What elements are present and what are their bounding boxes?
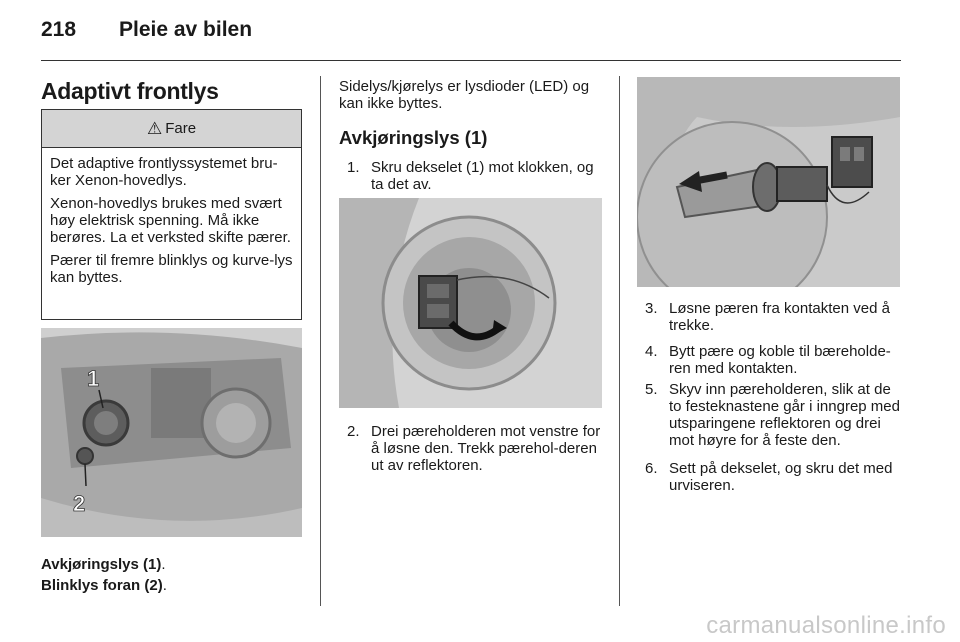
step-number: 1. <box>347 159 360 176</box>
step-number: 2. <box>347 423 360 440</box>
step-5 <box>645 381 901 449</box>
intro-paragraph: Sidelys/kjørelys er lysdioder (LED) og kan ikke byttes. <box>339 78 590 112</box>
step-4 <box>645 343 901 377</box>
caption-bold: Avkjøringslys (1) <box>41 556 162 573</box>
chapter-title: Pleie av bilen <box>119 18 253 41</box>
step-text: Bytt pære og koble til bæreholde-ren med kontakten. <box>669 343 891 377</box>
headlamp-overview-photo <box>41 328 302 537</box>
section-title: Adaptivt frontlys <box>41 78 219 104</box>
warning-header <box>42 110 301 148</box>
step-text: Sett på dekselet, og skru det med urviseren. <box>669 460 893 494</box>
subheading-low-beam: Avkjøringslys (1) <box>339 127 488 148</box>
step-number: 4. <box>645 343 658 360</box>
step-6 <box>645 460 901 494</box>
step-1 <box>347 159 604 193</box>
caption-turn-signal: Blinklys foran (2). <box>41 577 167 594</box>
caption-low-beam: Avkjøringslys (1). <box>41 556 166 573</box>
warning-paragraph: Det adaptive frontlyssystemet bru-ker Xenon-hovedlys. <box>50 155 278 189</box>
warning-body <box>42 148 301 286</box>
header-rule <box>41 60 901 61</box>
step-text: Løsne pæren fra kontakten ved å trekke. <box>669 300 890 334</box>
cover-removal-photo <box>339 198 602 408</box>
warning-paragraph: Pærer til fremre blinklys og kurve-lys kan byttes. <box>50 252 293 286</box>
warning-paragraph: Xenon-hovedlys brukes med svært høy elektrisk spenning. Må ikke berøres. La et verksted skifte pærer. <box>50 195 291 246</box>
page-header <box>41 18 901 48</box>
caption-bold: Blinklys foran (2) <box>41 577 163 594</box>
column-divider-right <box>619 76 620 606</box>
watermark: carmanualsonline.info <box>706 612 946 639</box>
page-number: 218 <box>41 18 77 41</box>
column-divider-left <box>320 76 321 606</box>
bulb-holder-photo <box>637 77 900 287</box>
step-2 <box>347 423 604 474</box>
warning-triangle-icon: ⚠ <box>146 118 163 138</box>
step-number: 6. <box>645 460 658 477</box>
step-text: Skyv inn pæreholderen, slik at de to festeknastene går i inngrep med utsparingene reflektoren og drei mot høyre for å feste den. <box>669 381 900 449</box>
step-text: Drei pæreholderen mot venstre for å løsne den. Trekk pærehol-deren ut av reflektoren. <box>371 423 601 474</box>
step-number: 3. <box>645 300 658 317</box>
danger-warning-box <box>41 109 302 320</box>
figure-label-2: 2 <box>73 491 86 516</box>
figure-label-1: 1 <box>87 366 100 391</box>
warning-heading: Fare <box>165 120 197 137</box>
step-text: Skru dekselet (1) mot klokken, og ta det av. <box>371 159 594 193</box>
step-3 <box>645 300 901 334</box>
step-number: 5. <box>645 381 658 398</box>
